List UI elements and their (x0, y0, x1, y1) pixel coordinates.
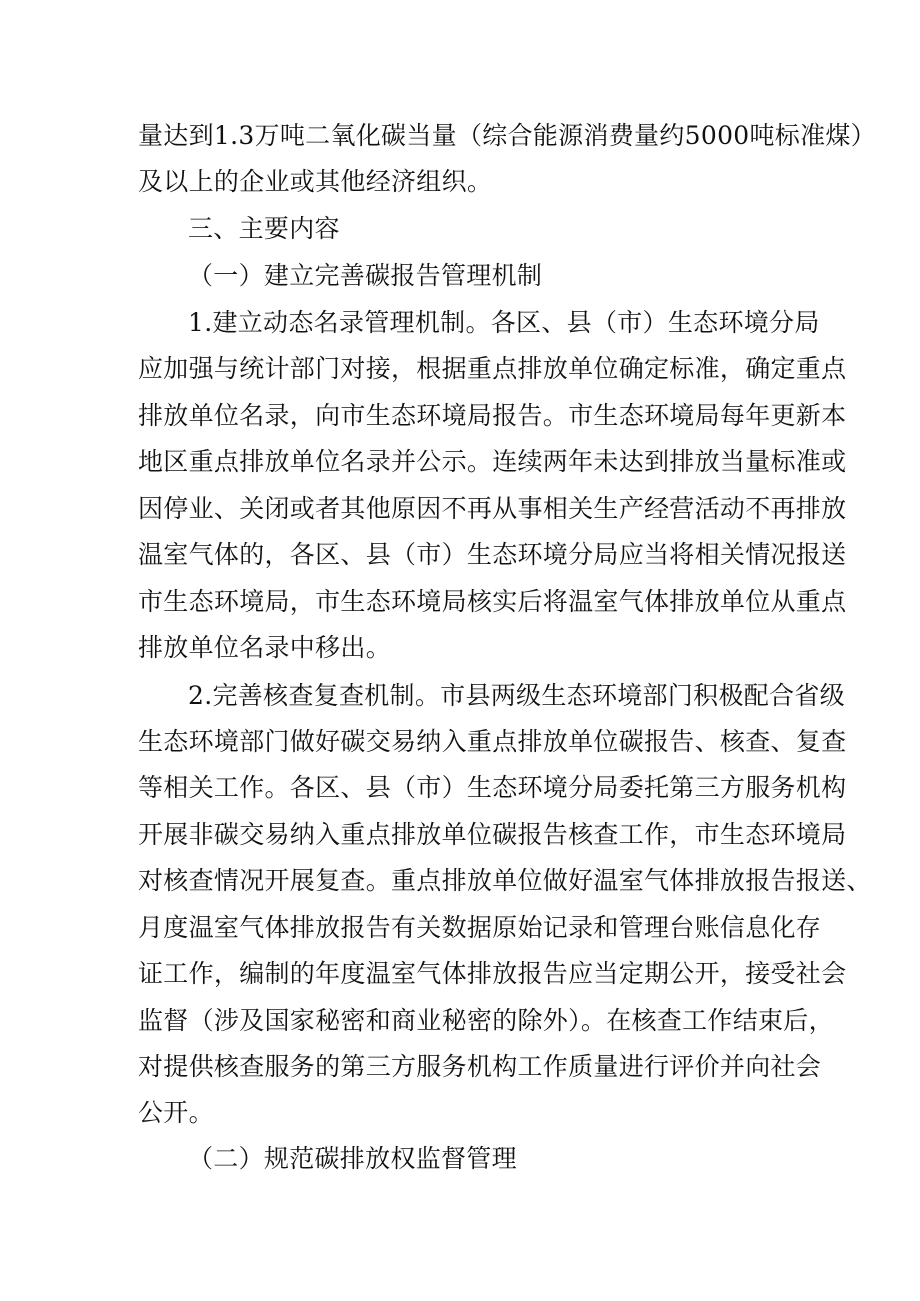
body-text-line: 生态环境部门做好碳交易纳入重点排放单位碳报告、核查、复查 (138, 727, 847, 756)
body-text-line: 排放单位名录，向市生态环境局报告。市生态环境局每年更新本 (138, 401, 847, 430)
body-text-line: 等相关工作。各区、县（市）生态环境分局委托第三方服务机构 (138, 773, 847, 802)
body-text-line: 开展非碳交易纳入重点排放单位碳报告核查工作，市生态环境局 (138, 820, 847, 849)
body-text-line: 监督（涉及国家秘密和商业秘密的除外）。在核查工作结束后， (138, 1006, 834, 1035)
paragraph-first-line: 2.完善核查复查机制。市县两级生态环境部门积极配合省级 (188, 681, 845, 710)
paragraph-first-line: 1.建立动态名录管理机制。各区、县（市）生态环境分局 (188, 308, 820, 337)
body-text-line: 排放单位名录中移出。 (138, 633, 392, 662)
body-text-line: 应加强与统计部门对接，根据重点排放单位确定标准，确定重点 (138, 354, 847, 383)
body-text-line: 地区重点排放单位名录并公示。连续两年未达到排放当量标准或 (138, 447, 847, 476)
body-text-line: 市生态环境局，市生态环境局核实后将温室气体排放单位从重点 (138, 587, 847, 616)
body-text-line: 因停业、关闭或者其他原因不再从事相关生产经营活动不再排放 (138, 494, 847, 523)
body-text-line: 对核查情况开展复查。重点排放单位做好温室气体排放报告报送、 (138, 866, 872, 895)
body-text-line: 证工作，编制的年度温室气体排放报告应当定期公开，接受社会 (138, 959, 847, 988)
body-text-line: 温室气体的，各区、县（市）生态环境分局应当将相关情况报送 (138, 540, 847, 569)
body-text-line: 量达到1.3万吨二氧化碳当量（综合能源消费量约5000吨标准煤） (138, 121, 876, 150)
body-text-line: 月度温室气体排放报告有关数据原始记录和管理台账信息化存 (138, 913, 822, 942)
body-text-line: 公开。 (138, 1098, 214, 1127)
subsection-heading: （二）规范碳排放权监督管理 (188, 1144, 517, 1173)
body-text-line: 对提供核查服务的第三方服务机构工作质量进行评价并向社会 (138, 1052, 822, 1081)
subsection-heading: （一）建立完善碳报告管理机制 (188, 261, 543, 290)
body-text-line: 及以上的企业或其他经济组织。 (138, 167, 493, 196)
section-heading: 三、主要内容 (188, 214, 340, 243)
